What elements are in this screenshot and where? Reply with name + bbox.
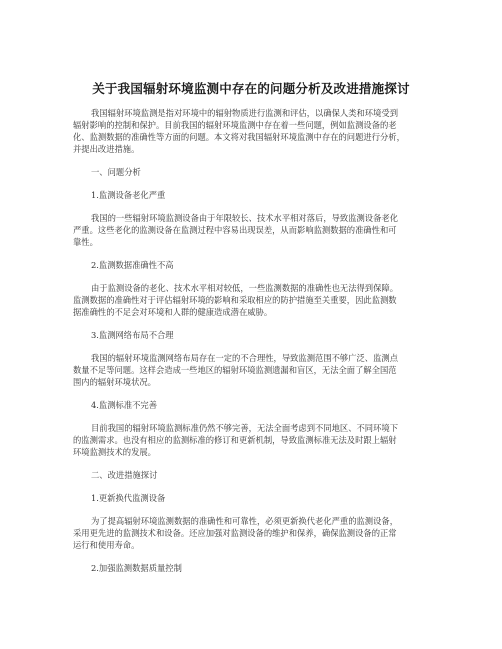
body-line: 靠性。 — [73, 237, 98, 247]
subsection-heading: 2.监测数据准确性不高 — [91, 260, 174, 270]
body-line: 严重。这些老化的监测设备在监测过程中容易出现误差，从而影响监测数据的准确性和可 — [73, 225, 397, 235]
body-line: 并提出改进措施。 — [73, 144, 140, 154]
body-line: 围内的辐射环境状况。 — [73, 377, 156, 387]
body-line: 化、监测数据的准确性等方面的问题。本文将对我国辐射环境监测中存在的问题进行分析， — [73, 132, 405, 142]
body-line: 为了提高辐射环境监测数据的准确性和可靠性，必须更新换代老化严重的监测设备， — [91, 516, 398, 526]
section-heading: 一、问题分析 — [91, 167, 141, 177]
body-line: 辐射影响的控制和保护。目前我国的辐射环境监测中存在着一些问题，例如监测设备的老 — [73, 120, 397, 130]
body-line: 目前我国的辐射环境监测标准仍然不够完善，无法全面考虑到不同地区、不同环境下 — [91, 423, 398, 433]
section-heading: 二、改进措施探讨 — [91, 470, 158, 480]
body-line: 运行和使用寿命。 — [73, 540, 140, 550]
document-title: 关于我国辐射环境监测中存在的问题分析及改进措施探讨 — [92, 81, 410, 96]
body-line: 我国的辐射环境监测网络布局存在一定的不合理性，导致监测范围不够广泛、监测点 — [91, 353, 398, 363]
subsection-heading: 1.监测设备老化严重 — [91, 190, 166, 200]
body-line: 数量不足等问题。这样会造成一些地区的辐射环境监测遗漏和盲区，无法全面了解全国范 — [73, 365, 397, 375]
body-line: 我国的一些辐射环境监测设备由于年限较长、技术水平相对落后，导致监测设备老化 — [91, 213, 398, 223]
subsection-heading: 3.监测网络布局不合理 — [91, 330, 174, 340]
body-line: 的监测需求。也没有相应的监测标准的修订和更新机制，导致监测标准无法及时跟上辐射 — [73, 435, 397, 445]
subsection-heading: 1.更新换代监测设备 — [91, 493, 166, 503]
body-line: 由于监测设备的老化、技术水平相对较低，一些监测数据的准确性也无法得到保障。 — [91, 283, 398, 293]
body-line: 我国辐射环境监测是指对环境中的辐射物质进行监测和评估，以确保人类和环境受到 — [91, 108, 398, 118]
body-line: 据准确性的不足会对环境和人群的健康造成潜在威胁。 — [73, 307, 273, 317]
subsection-heading: 2.加强监测数据质量控制 — [91, 563, 182, 573]
subsection-heading: 4.监测标准不完善 — [91, 400, 157, 410]
body-line: 环境监测技术的发展。 — [73, 447, 156, 457]
body-line: 监测数据的准确性对于评估辐射环境的影响和采取相应的防护措施至关重要，因此监测数 — [73, 295, 397, 305]
body-line: 采用更先进的监测技术和设备。还应加强对监测设备的维护和保养，确保监测设备的正常 — [73, 528, 397, 538]
